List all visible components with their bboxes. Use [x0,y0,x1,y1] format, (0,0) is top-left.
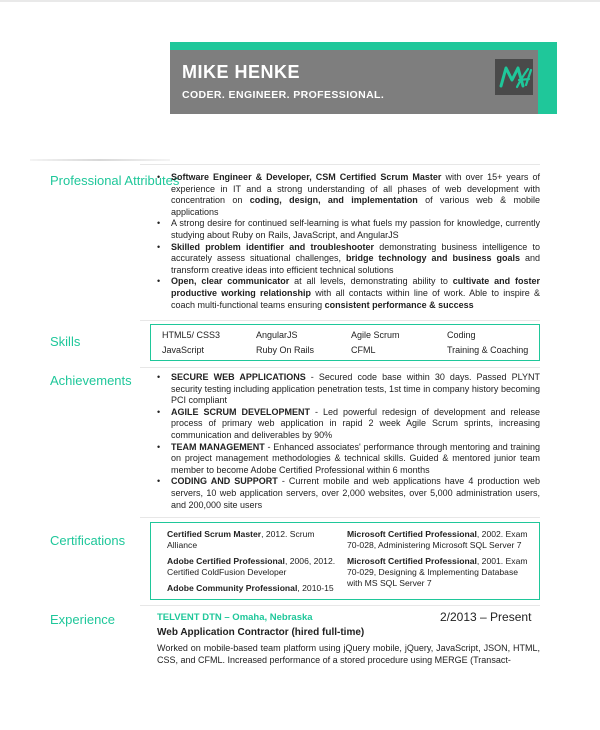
list-item: • TEAM MANAGEMENT - Enhanced associates' performance through mentoring and training on project management methodologies & technical skills. Guided & mentored junior team member to become Adobe Certified Professional within 6 months [155,442,540,477]
top-rule [0,0,600,2]
skill-item: Agile Scrum [351,330,400,340]
heading-professional-attributes: Professional Attributes [50,173,180,188]
header-shadow-divider [30,159,170,161]
resume-tagline: CODER. ENGINEER. PROFESSIONAL. [182,89,385,101]
skill-item: Coding [447,330,476,340]
skill-item: CFML [351,345,376,355]
heading-experience: Experience [50,612,116,627]
list-item: • CODING AND SUPPORT - Current mobile and web applications have 4 production web servers, 10 web application servers, over 2,000 websites, over 5,000 administration users, and 200,000 site users [155,476,540,511]
skill-item: JavaScript [162,345,205,355]
section-divider [140,367,540,368]
job-title: Web Application Contractor (hired full-time) [157,627,365,638]
skill-item: HTML5/ CSS3 [162,330,221,340]
employment-dates: 2/2013 – Present [440,610,532,624]
list-item: • Software Engineer & Developer, CSM Certified Scrum Master with over 15+ years of experience in IT and a strong understanding of all phases of web development with concentration on coding, design, and implementation of various web & mobile applications [155,172,540,218]
section-divider [140,164,540,165]
list-item: • AGILE SCRUM DEVELOPMENT - Led powerful redesign of development and release process of primary web application in rapid 2 week Agile Scrum sprints, increasing communication and deliverables by 90% [155,407,540,442]
monogram-logo-icon [495,59,533,95]
skill-item: AngularJS [256,330,298,340]
certification-item: Microsoft Certified Professional, 2001. Exam 70-029, Designing & Implementing Database with MS SQL Server 7 [347,556,528,588]
list-item: • Open, clear communicator at all levels, demonstrating ability to cultivate and foster productive working relationship with all contacts within line of work. Able to inspire & coach multi-functional teams ensuring consistent performance & success [155,276,540,311]
certification-item: Adobe Certified Professional, 2006, 2012. Certified ColdFusion Developer [167,556,336,577]
employer-name: TELVENT DTN – Omaha, Nebraska [157,612,313,623]
list-item: • A strong desire for continued self-learning is what fuels my passion for knowledge, currently studying about Ruby on Rails, JavaScript, and AngularJS [155,218,540,241]
certification-item: Adobe Community Professional, 2010-15 [167,583,334,593]
skill-item: Ruby On Rails [256,345,315,355]
professional-attributes-list [155,172,540,311]
skills-box [150,324,540,361]
header-box [170,50,538,114]
heading-achievements: Achievements [50,373,132,388]
certification-item: Certified Scrum Master, 2012. Scrum Alliance [167,529,315,550]
skill-item: Training & Coaching [447,345,529,355]
heading-skills: Skills [50,334,81,349]
list-item: • Skilled problem identifier and troubleshooter demonstrating business intelligence to accurately assess situational challenges, bridge technology and business goals and transform creative ideas into efficient technical solutions [155,242,540,277]
section-divider [140,517,540,518]
section-divider [140,320,540,321]
job-description: Worked on mobile-based team platform using jQuery mobile, jQuery, JavaScript, JSON, HTML, CSS, and CFML. Increased performance of a stored procedure using MERGE (Transact- [157,643,540,666]
heading-certifications: Certifications [50,533,126,548]
certifications-box [150,522,540,600]
achievements-list [155,372,540,511]
section-divider [140,605,540,606]
list-item: • SECURE WEB APPLICATIONS - Secured code base within 30 days. Passed PLYNT security testing including application penetration tests, 1st time in company history becoming PCI compliant [155,372,540,407]
certification-item: Microsoft Certified Professional, 2002. Exam 70-028, Administering Microsoft SQL Server 7 [347,529,528,550]
resume-name: MIKE HENKE [182,62,301,82]
